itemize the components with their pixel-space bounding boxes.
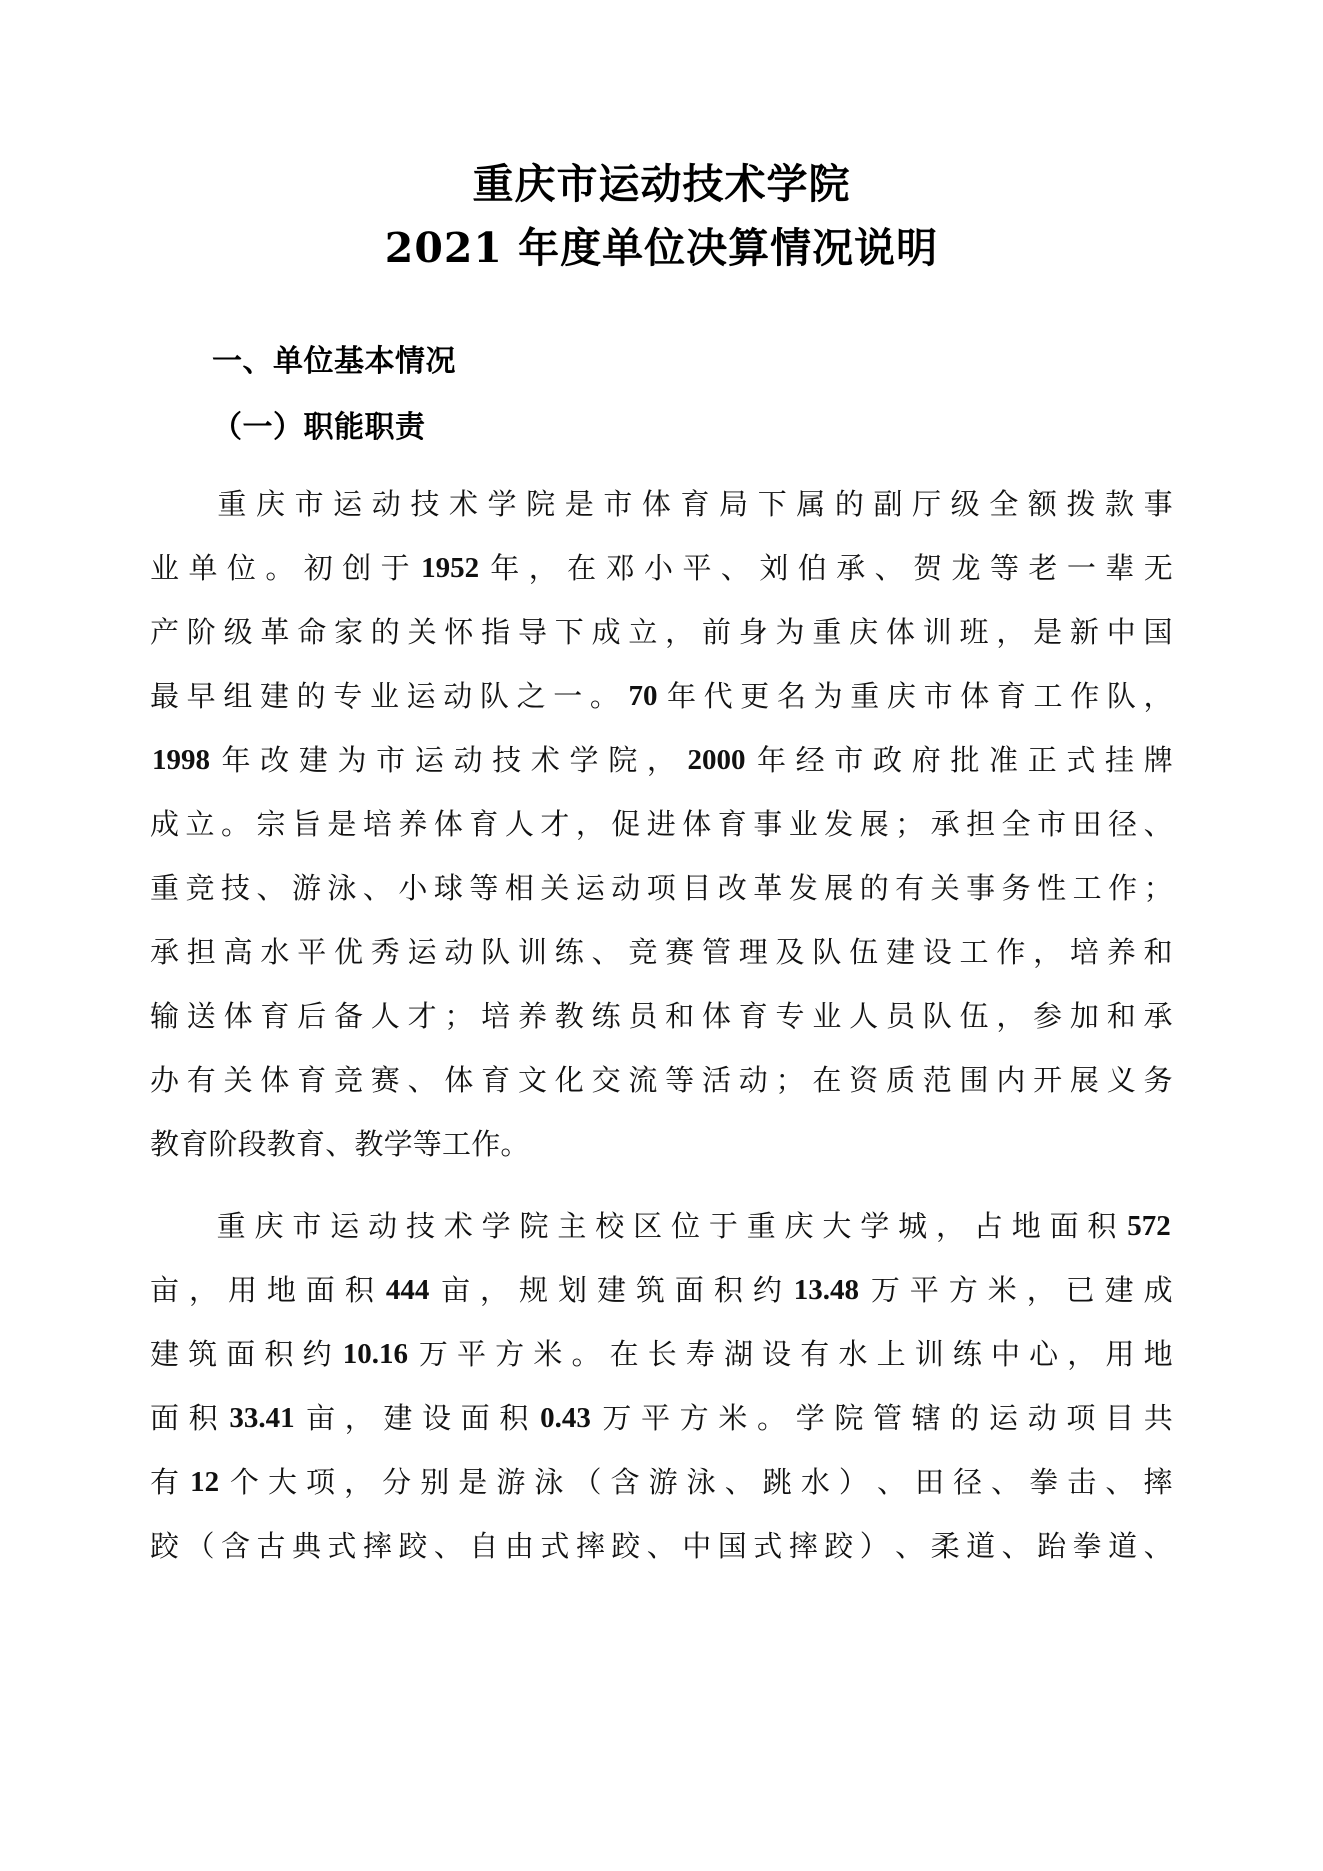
text-line: 1998 年 改 建 为 市 运 动 技 术 学 院 ， 2000 年 经 市 政 府 批 准 正 式 挂 牌 (152, 743, 1173, 777)
paragraph-text (150, 1194, 1173, 1578)
text-line: 跤 （ 含 古 典 式 摔 跤 、 自 由 式 摔 跤 、 中 国 式 摔 跤 ） 、 柔 道 、 跆 拳 道 、 (150, 1529, 1173, 1563)
text-line: 教育阶段教育、教学等工作。 (150, 1127, 530, 1161)
paragraph-campus (150, 1194, 1173, 1578)
heading-subsection-one-one: （一）职能职责 (212, 410, 426, 445)
line-indent (150, 1194, 208, 1258)
text-line: 亩 ， 用 地 面 积 444 亩 ， 规 划 建 筑 面 积 约 13.48 万 平 方 米 ， 已 建 成 (150, 1273, 1173, 1307)
title-line-2: 2021 年度单位决算情况说明 (384, 224, 939, 272)
line-indent (150, 472, 208, 536)
heading-section-one: 一、单位基本情况 (212, 344, 456, 379)
text-line: 重 竞 技 、 游 泳 、 小 球 等 相 关 运 动 项 目 改 革 发 展 的 有 关 事 务 性 工 作 ； (150, 871, 1173, 905)
text-line: 办 有 关 体 育 竞 赛 、 体 育 文 化 交 流 等 活 动 ； 在 资 质 范 围 内 开 展 义 务 (150, 1063, 1173, 1097)
text-line: 最 早 组 建 的 专 业 运 动 队 之 一 。 70 年 代 更 名 为 重 庆 市 体 育 工 作 队 ， (150, 679, 1173, 713)
paragraph-text (150, 472, 1173, 1176)
paragraph-duties (150, 472, 1173, 1176)
text-line: 承 担 高 水 平 优 秀 运 动 队 训 练 、 竞 赛 管 理 及 队 伍 建 设 工 作 ， 培 养 和 (150, 935, 1173, 969)
text-line: 重 庆 市 运 动 技 术 学 院 是 市 体 育 局 下 属 的 副 厅 级 全 额 拨 款 事 (150, 472, 1173, 536)
text-line: 建 筑 面 积 约 10.16 万 平 方 米 。 在 长 寿 湖 设 有 水 上 训 练 中 心 ， 用 地 (150, 1337, 1173, 1371)
text-line: 产 阶 级 革 命 家 的 关 怀 指 导 下 成 立 ， 前 身 为 重 庆 体 训 班 ， 是 新 中 国 (150, 615, 1173, 649)
text-line: 有 12 个 大 项 ， 分 别 是 游 泳 （ 含 游 泳 、 跳 水 ） 、 田 径 、 拳 击 、 摔 (150, 1465, 1173, 1499)
title-line-1: 重庆市运动技术学院 (472, 160, 851, 208)
text-line: 输 送 体 育 后 备 人 才 ； 培 养 教 练 员 和 体 育 专 业 人 员 队 伍 ， 参 加 和 承 (150, 999, 1173, 1033)
text-line: 重 庆 市 运 动 技 术 学 院 主 校 区 位 于 重 庆 大 学 城 ， 占 地 面 积 572 (150, 1194, 1173, 1258)
text-line: 成 立 。 宗 旨 是 培 养 体 育 人 才 ， 促 进 体 育 事 业 发 展 ； 承 担 全 市 田 径 、 (150, 807, 1173, 841)
page-title (150, 152, 1173, 280)
page-content-column (150, 0, 1173, 1871)
text-line: 面 积 33.41 亩 ， 建 设 面 积 0.43 万 平 方 米 。 学 院 管 辖 的 运 动 项 目 共 (150, 1401, 1173, 1435)
text-line: 业 单 位 。 初 创 于 1952 年 ， 在 邓 小 平 、 刘 伯 承 、 贺 龙 等 老 一 辈 无 (150, 551, 1173, 585)
